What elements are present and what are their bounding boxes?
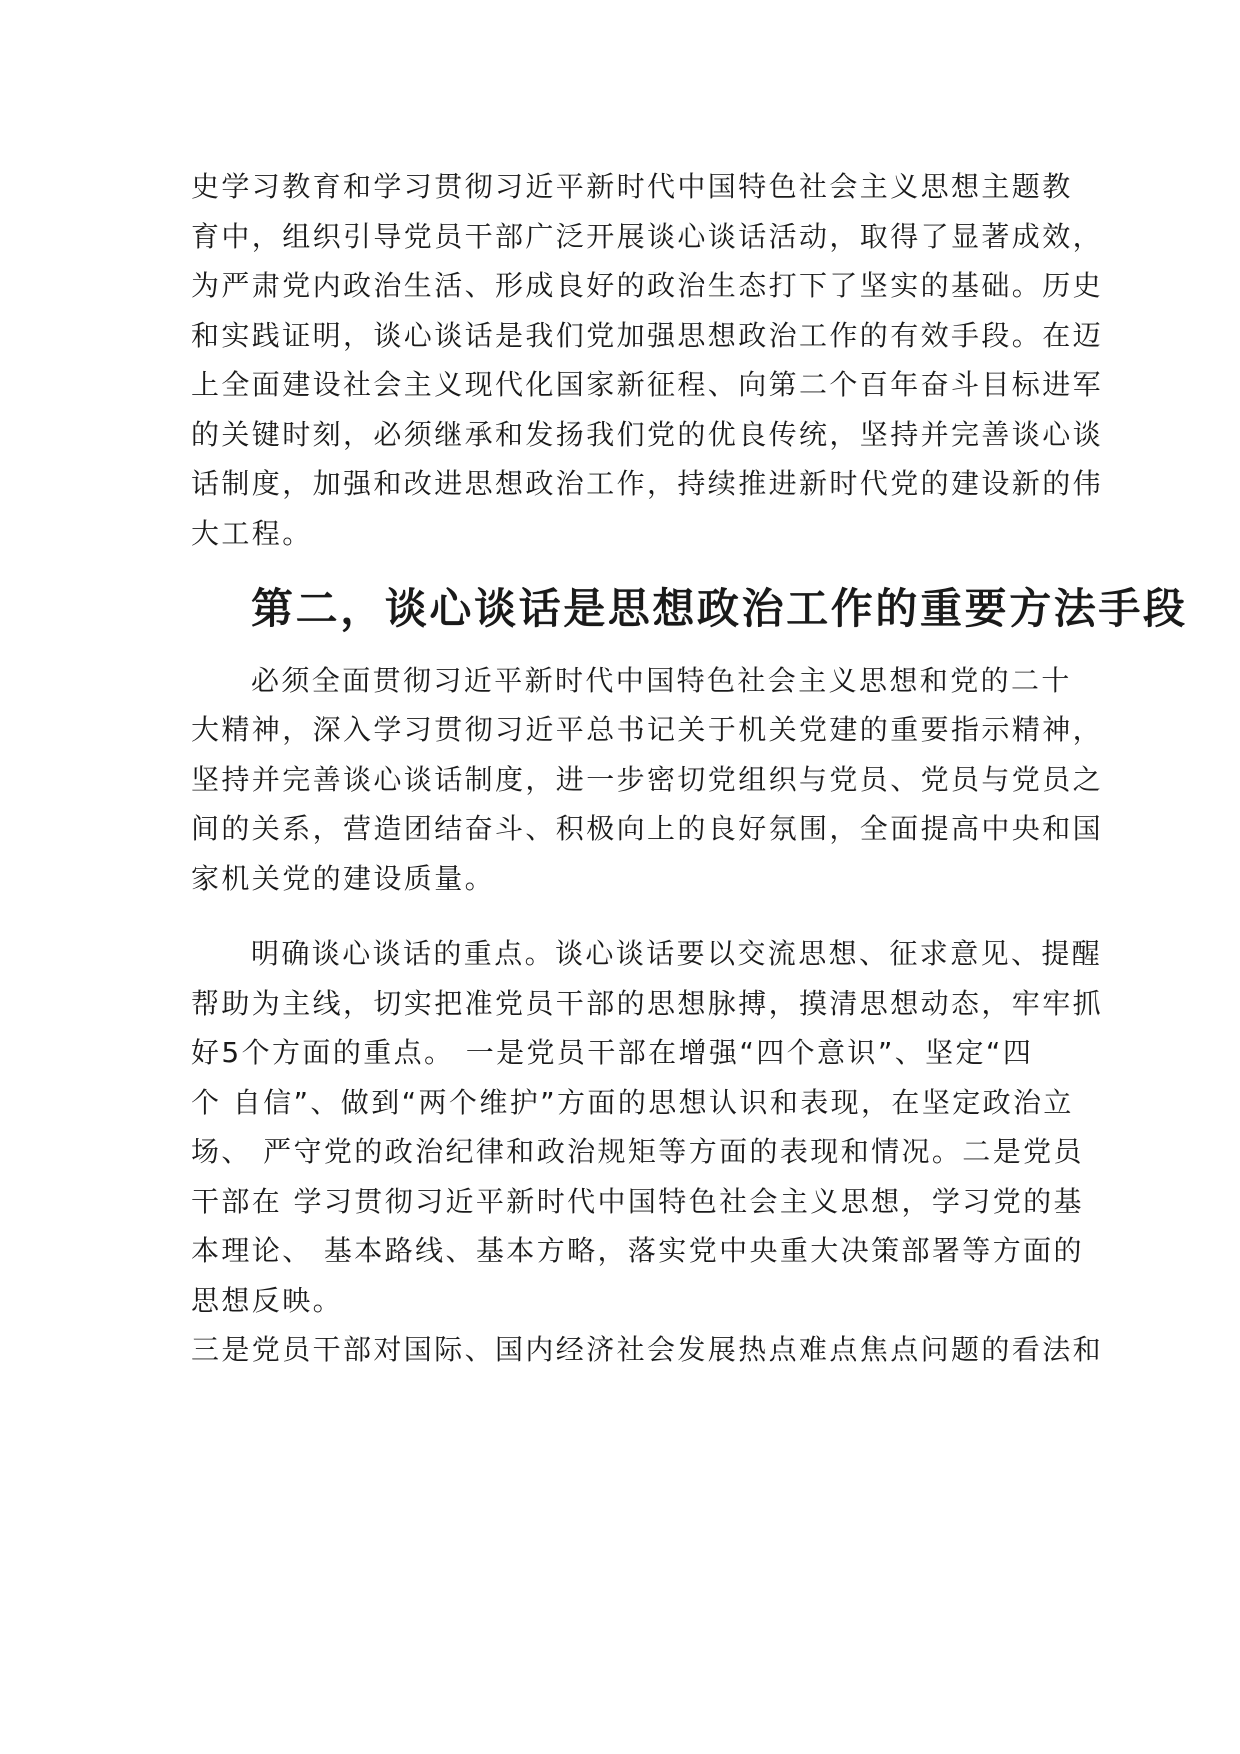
paragraph-1 xyxy=(191,162,1104,558)
paragraph-line: 帮助为主线，切实把准党员干部的思想脉搏，摸清思想动态，牢牢抓 xyxy=(191,986,1104,1020)
paragraph-line: 必须全面贯彻习近平新时代中国特色社会主义思想和党的二十 xyxy=(251,663,1072,697)
paragraph-line: 场、 严守党的政治纪律和政治规矩等方面的表现和情况。二是党员 xyxy=(191,1135,1084,1168)
paragraph-line: 思想反映。 xyxy=(191,1283,344,1317)
section-heading: 第二，谈心谈话是思想政治工作的重要方法手段 xyxy=(251,584,1188,633)
paragraph-line: 个 自信”、做到“两个维护”方面的思想认识和表现，在坚定政治立 xyxy=(191,1085,1074,1119)
paragraph-line: 和实践证明，谈心谈话是我们党加强思想政治工作的有效手段。在迈 xyxy=(191,318,1104,352)
paragraph-2 xyxy=(191,656,1104,904)
paragraph-line: 的关键时刻，必须继承和发扬我们党的优良传统，坚持并完善谈心谈 xyxy=(191,417,1104,451)
paragraph-line: 育中，组织引导党员干部广泛开展谈心谈话活动，取得了显著成效， xyxy=(191,219,1104,253)
spacer xyxy=(191,558,1051,584)
paragraph-line: 家机关党的建设质量。 xyxy=(191,861,496,895)
paragraph-line: 话制度，加强和改进思想政治工作，持续推进新时代党的建设新的伟 xyxy=(191,467,1104,500)
paragraph-3 xyxy=(191,929,1104,1375)
paragraph-line: 好5个方面的重点。 一是党员干部在增强“四个意识”、坚定“四 xyxy=(191,1036,1034,1069)
paragraph-line: 大工程。 xyxy=(191,516,313,550)
spacer xyxy=(191,634,1051,656)
paragraph-line: 干部在 学习贯彻习近平新时代中国特色社会主义思想，学习党的基 xyxy=(191,1184,1084,1218)
paragraph-line: 本理论、 基本路线、基本方略，落实党中央重大决策部署等方面的 xyxy=(191,1234,1084,1267)
paragraph-line: 为严肃党内政治生活、形成良好的政治生态打下了坚实的基础。历史 xyxy=(191,269,1104,302)
paragraph-line: 间的关系，营造团结奋斗、积极向上的良好氛围，全面提高中央和国 xyxy=(191,812,1104,845)
document-body xyxy=(191,162,1188,1375)
paragraph-line: 明确谈心谈话的重点。谈心谈话要以交流思想、征求意见、提醒 xyxy=(251,937,1103,970)
paragraph-line: 上全面建设社会主义现代化国家新征程、向第二个百年奋斗目标进军 xyxy=(191,368,1104,401)
paragraph-line: 史学习教育和学习贯彻习近平新时代中国特色社会主义思想主题教 xyxy=(191,170,1073,203)
paragraph-line: 大精神，深入学习贯彻习近平总书记关于机关党建的重要指示精神， xyxy=(191,713,1104,746)
paragraph-line: 三是党员干部对国际、国内经济社会发展热点难点焦点问题的看法和 xyxy=(191,1333,1104,1366)
spacer xyxy=(191,903,1051,929)
paragraph-line: 坚持并完善谈心谈话制度，进一步密切党组织与党员、党员与党员之 xyxy=(191,762,1104,796)
